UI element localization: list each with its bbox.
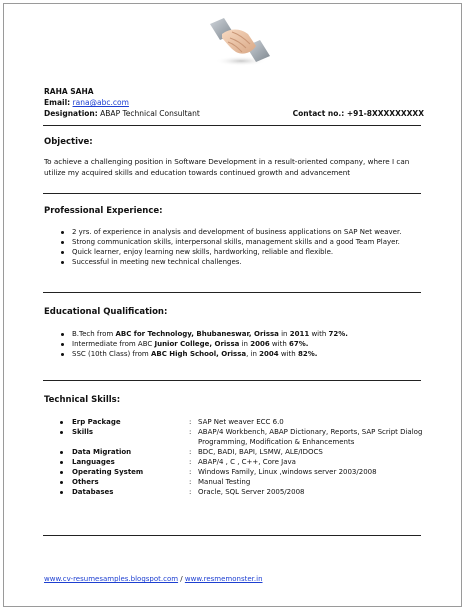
bullet-icon [60, 451, 63, 454]
skill-row: Skills : ABAP/4 Workbench, ABAP Dictionary, Reports, SAP Script Dialog Programming, Modification & Enhancements [44, 427, 424, 447]
bullet-icon [60, 481, 63, 484]
skill-value: Manual Testing [198, 478, 251, 486]
handshake-icon [208, 16, 272, 68]
education-title: Educational Qualification: [44, 307, 168, 317]
contact-row [293, 109, 424, 118]
list-item: Successful in meeting new technical challenges. [44, 257, 401, 267]
list-item: Strong communication skills, interpersonal skills, management skills and a good Team Player. [44, 237, 401, 247]
divider [43, 193, 421, 194]
list-item: SSC (10th Class) from ABC High School, Orissa, in 2004 with 82%. [44, 349, 348, 359]
bullet-icon [60, 471, 63, 474]
skill-label: Others [72, 478, 99, 486]
divider [43, 380, 421, 381]
skill-value: Oracle, SQL Server 2005/2008 [198, 488, 305, 496]
divider [43, 125, 421, 126]
skills-table [44, 417, 424, 497]
bullet-icon [60, 491, 63, 494]
designation-label: Designation: [44, 109, 98, 118]
email-row [44, 98, 129, 107]
candidate-name: RAHA SAHA [44, 87, 94, 96]
skill-label: Operating System [72, 468, 144, 476]
skill-label: Databases [72, 488, 114, 496]
skills-title: Technical Skills: [44, 395, 121, 405]
divider [43, 292, 421, 293]
skill-row: Others : Manual Testing [44, 477, 424, 487]
experience-list [44, 227, 401, 267]
bullet-icon [60, 461, 63, 464]
footer-link[interactable]: www.resmemonster.in [184, 575, 263, 583]
skill-row: Languages : ABAP/4 , C , C++, Core Java [44, 457, 424, 467]
skill-label: Erp Package [72, 418, 121, 426]
skill-value: Windows Family, Linux ,windows server 2003/2008 [198, 468, 377, 476]
skill-row: Databases : Oracle, SQL Server 2005/2008 [44, 487, 424, 497]
skill-value: ABAP/4 , C , C++, Core Java [198, 458, 296, 466]
list-item: Intermediate from ABC Junior College, Orissa in 2006 with 67%. [44, 339, 348, 349]
footer-separator: / [178, 575, 185, 583]
designation-row [44, 109, 200, 118]
skill-value: SAP Net weaver ECC 6.0 [198, 418, 284, 426]
experience-title: Professional Experience: [44, 206, 163, 216]
objective-text: To achieve a challenging position in Software Development in a result-oriented company, where I can utilize my acquired skills and education towards continued growth and advancement [44, 157, 410, 177]
divider [43, 535, 421, 536]
list-item: Quick learner, enjoy learning new skills, hardworking, reliable and flexible. [44, 247, 401, 257]
footer-links [44, 575, 263, 583]
skill-value: BDC, BADI, BAPI, LSMW, ALE/IDOCS [198, 448, 323, 456]
bullet-icon [60, 421, 63, 424]
skill-row: Erp Package : SAP Net weaver ECC 6.0 [44, 417, 424, 427]
skill-label: Languages [72, 458, 115, 466]
skill-row: Data Migration : BDC, BADI, BAPI, LSMW, ALE/IDOCS [44, 447, 424, 457]
bullet-icon [60, 431, 63, 434]
email-label: Email: [44, 98, 71, 107]
footer-link[interactable]: www.cv-resumesamples.blogspot.com [44, 575, 179, 583]
education-list [44, 329, 348, 359]
skill-row: Operating System : Windows Family, Linux ,windows server 2003/2008 [44, 467, 424, 477]
designation-value: ABAP Technical Consultant [100, 109, 200, 118]
email-link[interactable]: rana@abc.com [72, 98, 129, 107]
skill-label: Skills [72, 428, 94, 436]
objective-title: Objective: [44, 137, 93, 147]
skill-value: ABAP/4 Workbench, ABAP Dictionary, Reports, SAP Script Dialog Programming, Modification & Enhancements [198, 428, 423, 446]
contact-label: Contact no.: [292, 109, 345, 118]
contact-value: +91-8XXXXXXXXX [346, 109, 424, 118]
list-item: B.Tech from ABC for Technology, Bhubaneswar, Orissa in 2011 with 72%. [44, 329, 348, 339]
list-item: 2 yrs. of experience in analysis and development of business applications on SAP Net weaver. [44, 227, 401, 237]
skill-label: Data Migration [72, 448, 132, 456]
